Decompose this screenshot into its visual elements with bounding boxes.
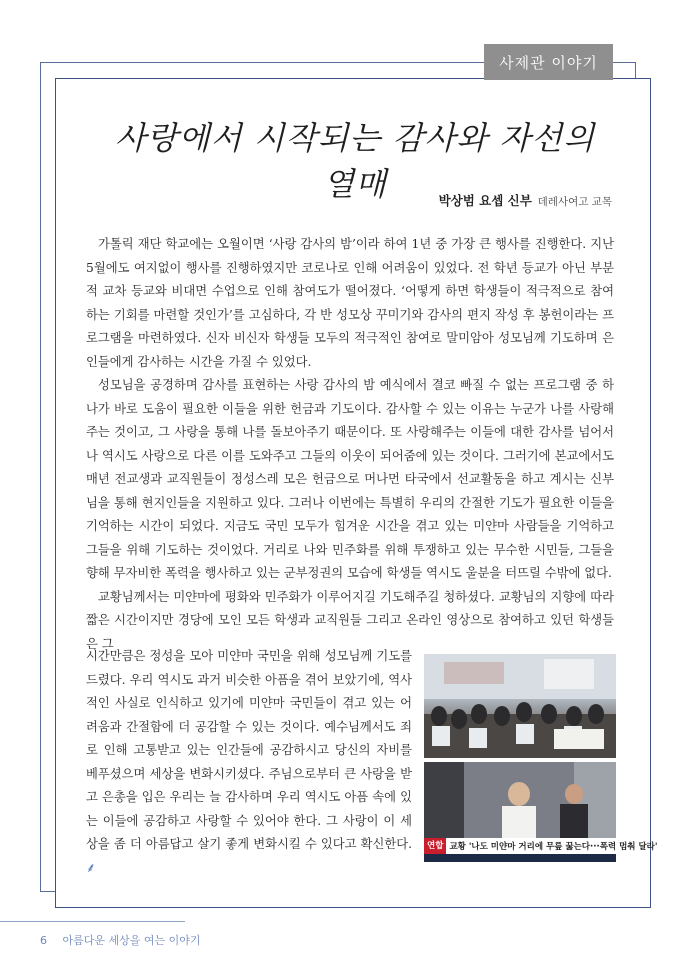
paragraph-3: 교황님께서는 미얀마에 평화와 민주화가 이루어지길 기도해주길 청하셨다. 교황님의 지향에 따라 짧은 시간이지만 경당에 모인 모든 학생과 교직원들 그리고 온라인 영상으로 참여하고 있던 학생들은 그 (86, 589, 614, 651)
photo-students-illustration (424, 654, 616, 758)
footer-divider (0, 921, 185, 922)
section-tab: 사제관 이야기 (484, 44, 613, 80)
author-affiliation: 데레사여고 교목 (537, 196, 612, 208)
byline (439, 191, 612, 209)
author-name: 박상범 요셉 신부 (438, 193, 532, 208)
photo-pope-news (424, 762, 658, 862)
wrapped-paragraph-text: 시간만큼은 정성을 모아 미얀마 국민을 위해 성모님께 기도를 드렸다. 우리 역시도 과거 비슷한 아픔을 겪어 보았기에, 역사적인 사실로 인식하고 있기에 미얀마 국민들이 겪고 있는 어려움과 간절함에 더 공감할 수 있는 것이다. 예수님께서도 죄로 인해 고통받고 있는 인간들에 공감하시고 당신의 자비를 베푸셨으며 세상을 변화시키셨다. 주님으로부터 큰 사랑을 받고 은총을 입은 우리는 늘 감사하며 우리 역시도 아픔 속에 있는 이들에 공감하고 사랑할 수 있어야 한다. 그 사랑이 이 세상을 좀 더 아름답고 살기 좋게 변화시킬 수 있다고 확신한다. (86, 649, 412, 851)
news-logo: 연합 (424, 838, 446, 854)
paragraph-2: 성모님을 공경하며 감사를 표현하는 사랑 감사의 밤 예식에서 결코 빠질 수 없는 프로그램 중 하나가 바로 도움이 필요한 이들을 위한 헌금과 기도이다. 감사할 수 있는 이유는 누군가 나를 사랑해주는 것이고, 그 사랑을 통해 나를 돌보아주기 때문이다. 또 사랑해주는 이들에 대한 감사를 넘어서 나 역시도 사랑으로 다른 이를 도와주고 그들의 이웃이 되어줌에 있는 것이다. 그러기에 본교에서도 매년 전교생과 교직원들이 정성스레 모은 헌금으로 머나먼 타국에서 선교활동을 하고 계시는 신부님을 통해 현지인들을 지원하고 있다. 그러나 이번에는 특별히 우리의 간절한 기도가 필요한 이들을 기억하는 시간이 되었다. 지금도 국민 모두가 힘겨운 시간을 겪고 있는 미얀마 사람들을 기억하고 그들을 위해 기도하는 것이었다. 거리로 나와 민주화를 위해 투쟁하고 있는 무수한 시민들, 그들을 향해 무자비한 폭력을 행사하고 있는 군부정권의 모습에 학생들 역시도 울분을 터뜨릴 수밖에 없다. (86, 378, 614, 580)
magazine-title: 아름다운 세상을 여는 이야기 (62, 934, 201, 947)
wrapped-paragraph (86, 645, 412, 880)
photo-students-ceremony (424, 654, 616, 758)
page-footer (40, 932, 201, 948)
news-caption (424, 838, 658, 854)
news-caption-text: 교황 '나도 미얀마 거리에 무릎 꿇는다···폭력 멈춰 달라' (449, 842, 658, 852)
article-body (86, 233, 614, 656)
news-ticker (424, 854, 616, 862)
leaf-icon: ⸙ (86, 860, 96, 876)
article-title: 사랑에서 시작되는 감사와 자선의 열매 (114, 119, 596, 203)
paragraph-1: 가톨릭 재단 학교에는 오월이면 ‘사랑 감사의 밤’이라 하여 1년 중 가장 큰 행사를 진행한다. 지난 5월에도 여지없이 행사를 진행하였지만 코로나로 인해 어려움이 있었다. 전 학년 등교가 아닌 부분적 교차 등교와 비대면 수업으로 인해 참여도가 떨어졌다. ‘어떻게 하면 학생들이 적극적으로 참여하는 기회를 마련할 것인가’를 고심하다, 각 반 성모상 꾸미기와 감사의 편지 작성 후 봉헌이라는 프로그램을 마련하였다. 신자 비신자 학생들 모두의 적극적인 참여로 말미암아 성모님께 기도하며 은인들에게 감사하는 시간을 가질 수 있었다. (86, 237, 614, 369)
page-number: 6 (40, 934, 47, 947)
